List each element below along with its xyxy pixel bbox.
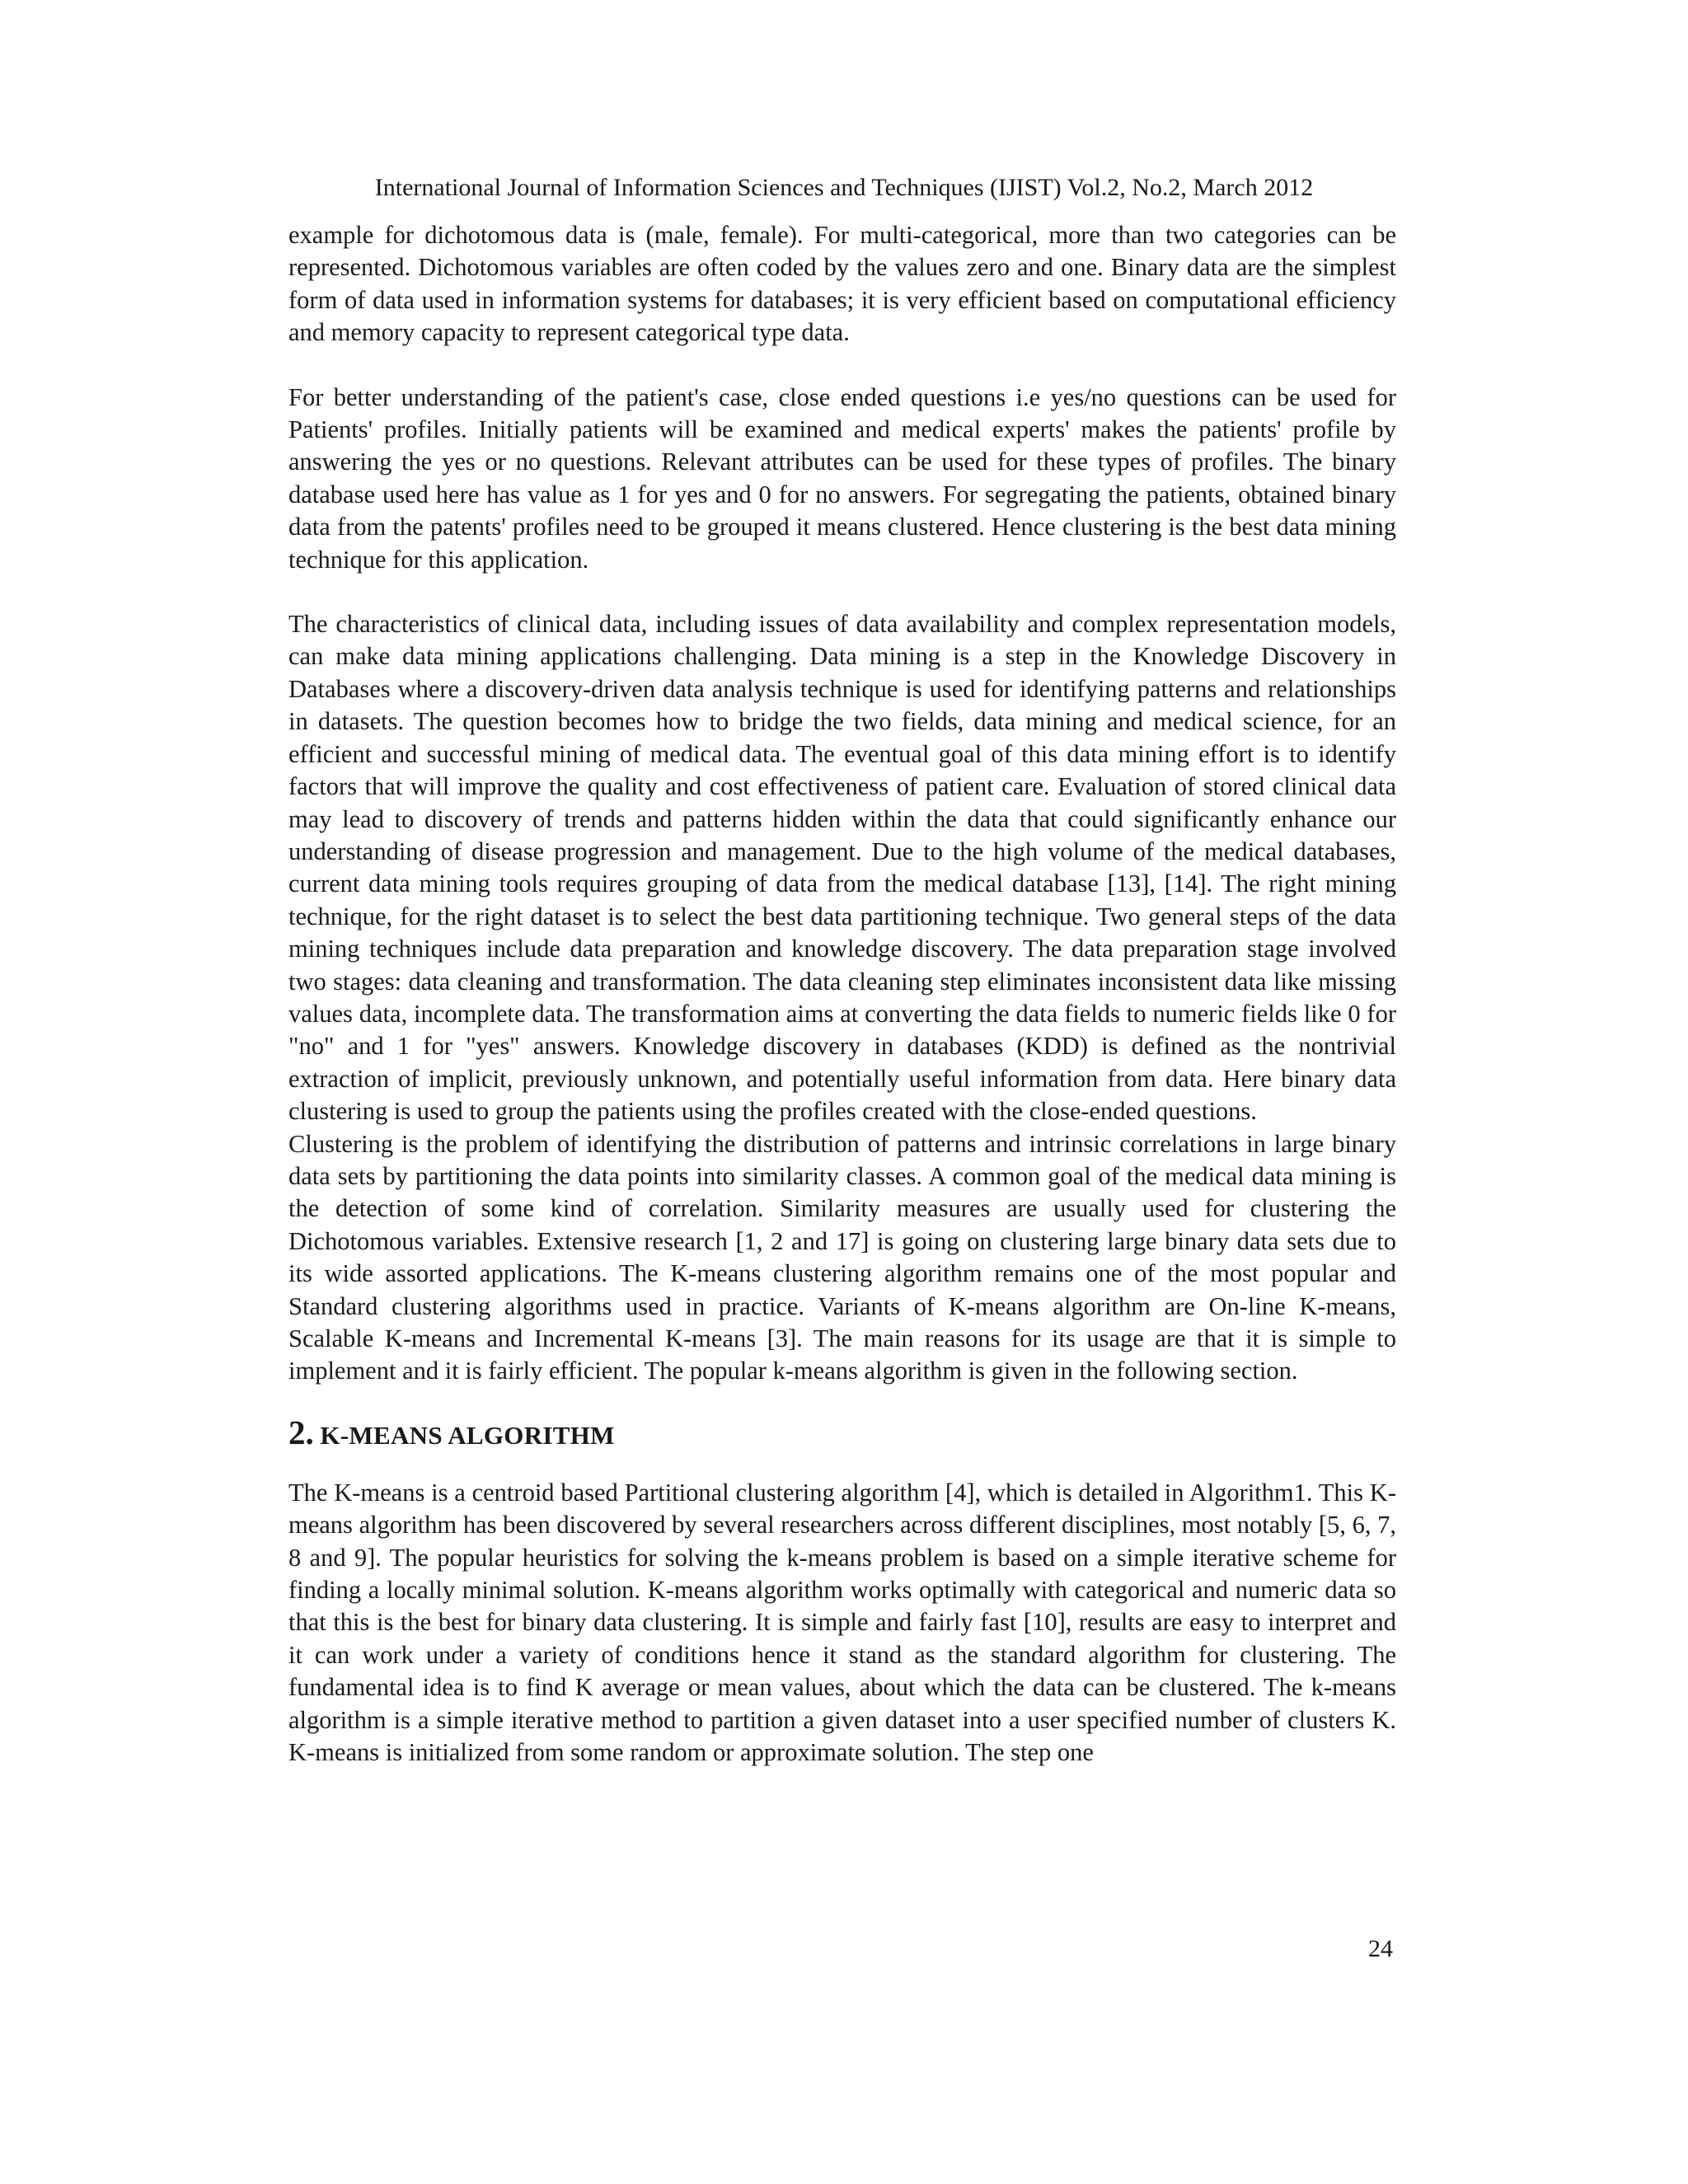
body-text bbox=[288, 219, 1396, 1769]
paragraph-gap bbox=[288, 576, 1396, 608]
paragraph-patient-profiles: For better understanding of the patient's case, close ended questions i.e yes/no questions can be used for Patients' profiles. Initially patients will be examined and medical experts' makes the patients' profile by answering the yes or no questions. Relevant attributes can be used for these types of profiles. The binary database used here has value as 1 for yes and 0 for no answers. For segregating the patients, obtained binary data from the patents' profiles need to be grouped it means clustered. Hence clustering is the best data mining technique for this application. bbox=[288, 382, 1396, 574]
section-number: 2. bbox=[288, 1413, 314, 1451]
paragraph-clinical-data: The characteristics of clinical data, including issues of data availability and complex representation models, can make data mining applications challenging. Data mining is a step in the Knowledge Discovery in Databases where a discovery-driven data analysis technique is used for identifying patterns and relationships in datasets. The question becomes how to bridge the two fields, data mining and medical science, for an efficient and successful mining of medical data. The eventual goal of this data mining effort is to identify factors that will improve the quality and cost effectiveness of patient care. Evaluation of stored clinical data may lead to discovery of trends and patterns hidden within the data that could significantly enhance our understanding of disease progression and management. Due to the high volume of the medical databases, current data mining tools requires grouping of data from the medical database [13], [14]. The right mining technique, for the right dataset is to select the best data partitioning technique. Two general steps of the data mining techniques include data preparation and knowledge discovery. The data preparation stage involved two stages: data cleaning and transformation. The data cleaning step eliminates inconsistent data like missing values data, incomplete data. The transformation aims at converting the data fields to numeric fields like 0 for "no" and 1 for "yes" answers. Knowledge discovery in databases (KDD) is defined as the nontrivial extraction of implicit, previously unknown, and potentially useful information from data. Here binary data clustering is used to group the patients using the profiles created with the close-ended questions. bbox=[288, 610, 1396, 1126]
paragraph-gap bbox=[288, 349, 1396, 382]
paragraph-binary-data: example for dichotomous data is (male, female). For multi-categorical, more than two categories can be represented. Dichotomous variables are often coded by the values zero and one. Binary data are the simplest form of data used in information systems for databases; it is very efficient based on computational efficiency and memory capacity to represent categorical type data. bbox=[288, 221, 1396, 347]
page-number: 24 bbox=[1368, 1935, 1393, 1962]
paragraph-kmeans: The K-means is a centroid based Partitional clustering algorithm [4], which is detailed in Algorithm1. This K-means algorithm has been discovered by several researchers across different disciplines, most notably [5, 6, 7, 8 and 9]. The popular heuristics for solving the k-means problem is based on a simple iterative scheme for finding a locally minimal solution. K-means algorithm works optimally with categorical and numeric data so that this is the best for binary data clustering. It is simple and fairly fast [10], results are easy to interpret and it can work under a variety of conditions hence it stand as the standard algorithm for clustering. The fundamental idea is to find K average or mean values, about which the data can be clustered. The k-means algorithm is a simple iterative method to partition a given dataset into a user specified number of clusters K. K-means is initialized from some random or approximate solution. The step one bbox=[288, 1478, 1396, 1767]
running-header: International Journal of Information Sciences and Techniques (IJIST) Vol.2, No.2, March 2012 bbox=[374, 174, 1314, 201]
section-title: K-MEANS ALGORITHM bbox=[320, 1420, 615, 1450]
paragraph-clustering: Clustering is the problem of identifying the distribution of patterns and intrinsic correlations in large binary data sets by partitioning the data points into similarity classes. A common goal of the medical data mining is the detection of some kind of correlation. Similarity measures are usually used for clustering the Dichotomous variables. Extensive research [1, 2 and 17] is going on clustering large binary data sets due to its wide assorted applications. The K-means clustering algorithm remains one of the most popular and Standard clustering algorithms used in practice. Variants of K-means algorithm are On-line K-means, Scalable K-means and Incremental K-means [3]. The main reasons for its usage are that it is simple to implement and it is fairly efficient. The popular k-means algorithm is given in the following section. bbox=[288, 1129, 1396, 1385]
section-heading bbox=[288, 1411, 1396, 1457]
